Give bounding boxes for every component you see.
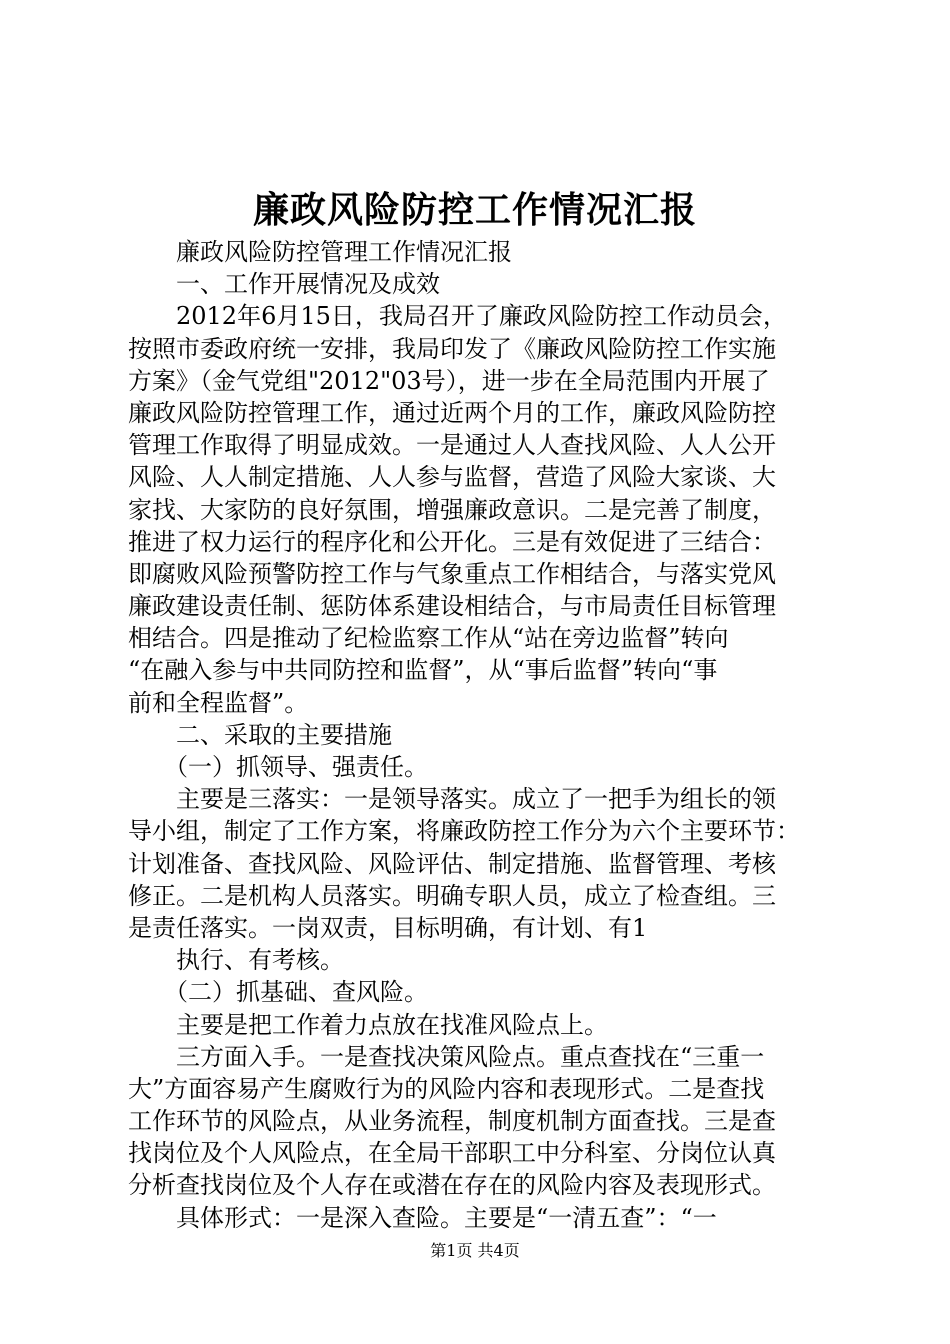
body-line: 执行、有考核。 [128, 946, 344, 975]
body-line: 相结合。四是推动了纪检监察工作从“站在旁边监督”转向 [128, 624, 729, 653]
body-line: 推进了权力运行的程序化和公开化。三是有效促进了三结合： [128, 527, 776, 556]
body-line: 三方面入手。一是查找决策风险点。重点查找在“三重一 [128, 1042, 765, 1071]
body-line: 按照市委政府统一安排，我局印发了《廉政风险防控工作实施 [128, 334, 776, 363]
body-line: 具体形式：一是深入查险。主要是“一清五查”：“一 [128, 1203, 717, 1232]
body-line: 导小组，制定了工作方案，将廉政防控工作分为六个主要环节： [128, 817, 800, 846]
body-line: （一）抓领导、强责任。 [128, 753, 428, 781]
body-line: 管理工作取得了明显成效。一是通过人人查找风险、人人公开 [128, 431, 776, 460]
document-title: 廉政风险防控工作情况汇报 [252, 189, 697, 231]
body-line: 廉政风险防控管理工作情况汇报 [128, 238, 512, 266]
body-line: 工作环节的风险点，从业务流程，制度机制方面查找。三是查 [128, 1107, 776, 1136]
body-line: 修正。二是机构人员落实。明确专职人员，成立了检查组。三 [128, 881, 776, 910]
body-line: 一、工作开展情况及成效 [128, 270, 440, 299]
body-line: （二）抓基础、查风险。 [128, 978, 428, 1007]
body-line: “在融入参与中共同防控和监督”，从“事后监督”转向“事 [128, 656, 718, 685]
body-line: 是责任落实。一岗双责，目标明确，有计划、有1 [128, 913, 648, 942]
body-line: 分析查找岗位及个人存在或潜在存在的风险内容及表现形式。 [128, 1171, 776, 1200]
body-line: 找岗位及个人风险点，在全局干部职工中分科室、分岗位认真 [128, 1139, 776, 1168]
body-line: 廉政风险防控管理工作，通过近两个月的工作，廉政风险防控 [128, 398, 776, 427]
document-body [128, 236, 828, 1234]
body-line: 二、采取的主要措施 [128, 720, 392, 749]
body-line: 大”方面容易产生腐败行为的风险内容和表现形式。二是查找 [128, 1074, 765, 1103]
body-line: 家找、大家防的良好氛围，增强廉政意识。二是完善了制度， [128, 495, 776, 524]
body-line: 即腐败风险预警防控工作与气象重点工作相结合，与落实党风 [128, 559, 776, 588]
body-line: 方案》（金气党组"2012"03号），进一步在全局范围内开展了 [128, 366, 770, 395]
body-line: 计划准备、查找风险、风险评估、制定措施、监督管理、考核 [128, 849, 776, 878]
body-line: 前和全程监督”。 [128, 688, 309, 717]
body-line: 2012年6月15日，我局召开了廉政风险防控工作动员会， [128, 302, 787, 331]
body-line: 主要是把工作着力点放在找准风险点上。 [128, 1010, 608, 1039]
page-number-footer: 第1页 共4页 [430, 1241, 520, 1260]
body-line: 主要是三落实：一是领导落实。成立了一把手为组长的领 [128, 785, 776, 814]
body-line: 廉政建设责任制、惩防体系建设相结合，与市局责任目标管理 [128, 592, 776, 621]
body-line: 风险、人人制定措施、人人参与监督，营造了风险大家谈、大 [128, 463, 776, 492]
